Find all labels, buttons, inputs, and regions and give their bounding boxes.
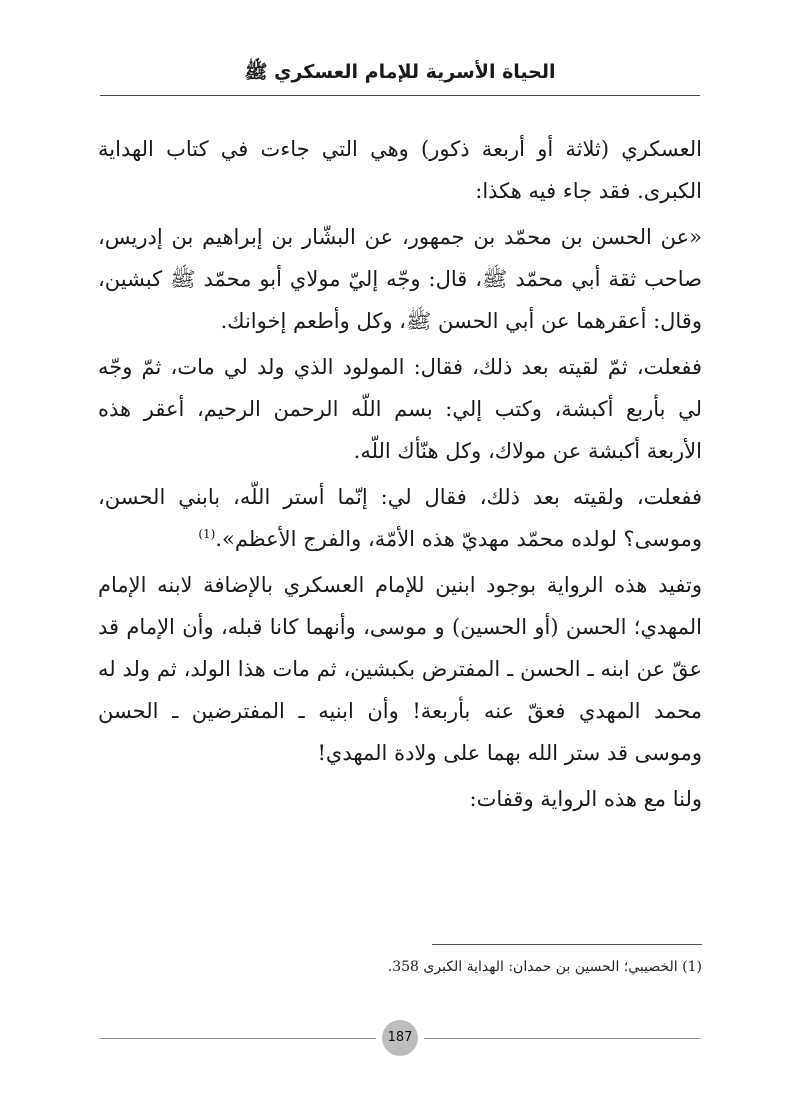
footnote: (1) الخصيبي؛ الحسين بن حمدان: الهداية الكبرى 358. (387, 959, 702, 975)
page-footer (100, 1018, 700, 1058)
paragraph-6: ولنا مع هذه الرواية وقفات: (469, 787, 702, 811)
footer-line-right (424, 1038, 700, 1039)
paragraph-2: «عن الحسن بن محمّد بن جمهور، عن البشّار بن إبراهيم بن إدريس، صاحب ثقة أبي محمّد ﷺ، قال: وجّه إليّ مولاي أبو محمّد ﷺ كبشين، وقال: أعقرهما عن أبي الحسن ﷺ، وكل وأطعم إخوانك. (98, 225, 702, 333)
footer-line-left (100, 1038, 376, 1039)
paragraph-4 (98, 476, 702, 560)
header-divider (100, 95, 700, 96)
page-number: 187 (382, 1020, 418, 1056)
paragraph-1: العسكري (ثلاثة أو أربعة ذكور) وهي التي جاءت في كتاب الهداية الكبرى. فقد جاء فيه هكذا: (98, 137, 702, 203)
footnote-reference[interactable]: (1) (198, 527, 216, 541)
running-header (100, 52, 700, 96)
book-title: الحياة الأسرية للإمام العسكري ﷺ (244, 61, 556, 83)
paragraph-4-text: ففعلت، ولقيته بعد ذلك، فقال لي: إنّما أستر اللّه، بابني الحسن، وموسى؟ لولده محمّد مهديّ هذه الأمّة، والفرج الأعظم». (98, 485, 702, 551)
main-text (98, 128, 702, 824)
paragraph-3: ففعلت، ثمّ لقيته بعد ذلك، فقال: المولود الذي ولد لي مات، ثمّ وجّه لي بأربع أكبشة، وكتب إلي: بسم اللّه الرحمن الرحيم، أعقر هذه الأربعة أكبشة عن مولاك، وكل هنّأك اللّه. (98, 355, 702, 463)
paragraph-5: وتفيد هذه الرواية بوجود ابنين للإمام العسكري بالإضافة لابنه الإمام المهدي؛ الحسن (أو الحسين) و موسى، وأنهما كانا قبله، وأن الإمام قد عقّ عن ابنه ـ الحسن ـ المفترض بكبشين، ثم مات هذا الولد، ثم ولد له محمد المهدي فعقّ عنه بأربعة! وأن ابنيه ـ المفترضين ـ الحسن وموسى قد ستر الله بهما على ولادة المهدي! (98, 573, 702, 765)
footnote-divider (432, 944, 702, 945)
